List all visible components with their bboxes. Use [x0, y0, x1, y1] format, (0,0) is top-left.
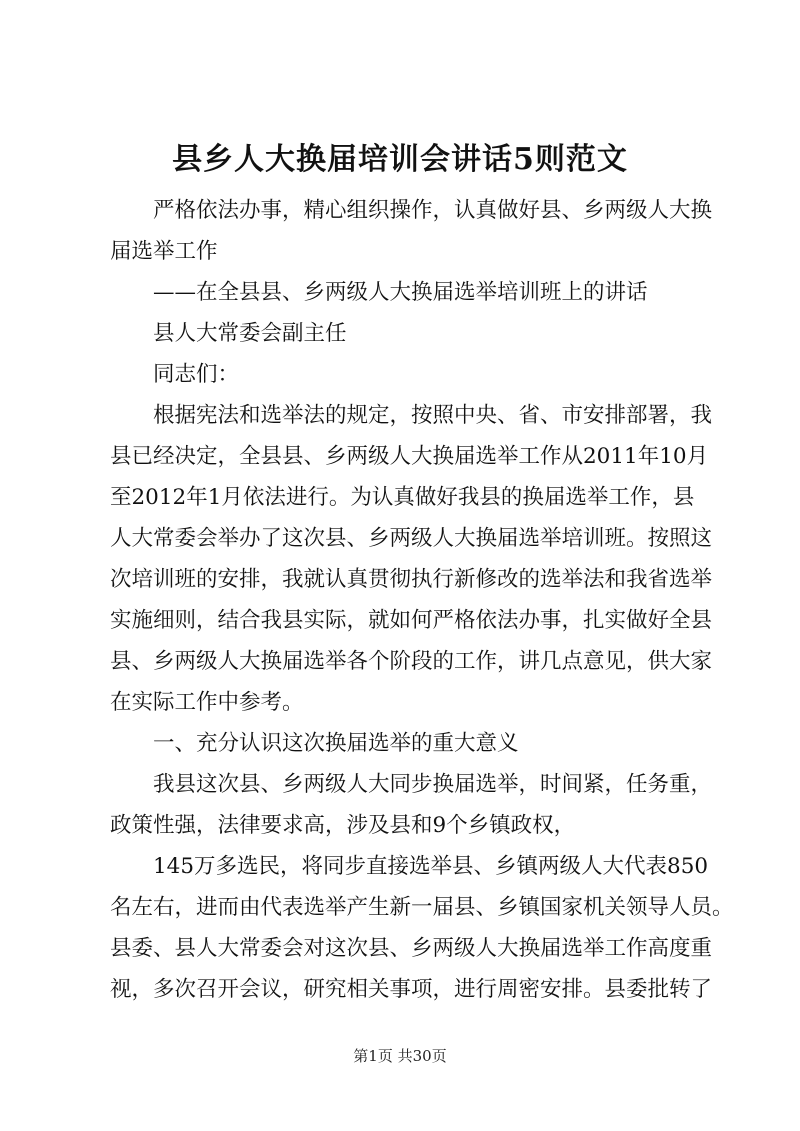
paragraph-3-line-4: 视，多次召开会议，研究相关事项，进行周密安排。县委批转了 — [110, 977, 713, 1002]
paragraph-2-line-2: 政策性强，法律要求高，涉及县和9个乡镇政权， — [110, 813, 576, 838]
paragraph-1-line-7: 县、乡两级人大换届选举各个阶段的工作，讲几点意见，供大家 — [110, 649, 713, 674]
paragraph-1-line-2: 县已经决定，全县县、乡两级人大换届选举工作从2011年10月 — [110, 444, 709, 469]
speech-occasion: ——在全县县、乡两级人大换届选举培训班上的讲话 — [153, 280, 648, 305]
subtitle-line-2: 届选举工作 — [110, 239, 218, 264]
salutation: 同志们： — [153, 362, 240, 387]
subtitle-line-1: 严格依法办事，精心组织操作，认真做好县、乡两级人大换 — [153, 198, 713, 223]
paragraph-1-line-1: 根据宪法和选举法的规定，按照中央、省、市安排部署，我 — [153, 403, 713, 428]
paragraph-1-line-3: 至2012年1月依法进行。为认真做好我县的换届选举工作，县 — [110, 485, 695, 510]
section-heading-1: 一、充分认识这次换届选举的重大意义 — [153, 731, 519, 756]
paragraph-2-line-1: 我县这次县、乡两级人大同步换届选举，时间紧，任务重， — [153, 772, 713, 797]
document-title: 县乡人大换届培训会讲话5则范文 — [172, 142, 628, 177]
page-number-footer: 第1页 共30页 — [353, 1047, 447, 1065]
paragraph-3-line-1: 145万多选民，将同步直接选举县、乡镇两级人大代表850 — [153, 854, 709, 879]
document-body — [110, 190, 734, 1010]
paragraph-1-line-4: 人大常委会举办了这次县、乡两级人大换届选举培训班。按照这 — [110, 526, 713, 551]
paragraph-1-line-6: 实施细则，结合我县实际，就如何严格依法办事，扎实做好全县 — [110, 608, 713, 633]
paragraph-1-line-8: 在实际工作中参考。 — [110, 690, 304, 715]
paragraph-3-line-3: 县委、县人大常委会对这次县、乡两级人大换届选举工作高度重 — [110, 936, 713, 961]
paragraph-3-line-2: 名左右，进而由代表选举产生新一届县、乡镇国家机关领导人员。 — [110, 895, 734, 920]
speaker-title: 县人大常委会副主任 — [153, 321, 347, 346]
paragraph-1-line-5: 次培训班的安排，我就认真贯彻执行新修改的选举法和我省选举 — [110, 567, 713, 592]
